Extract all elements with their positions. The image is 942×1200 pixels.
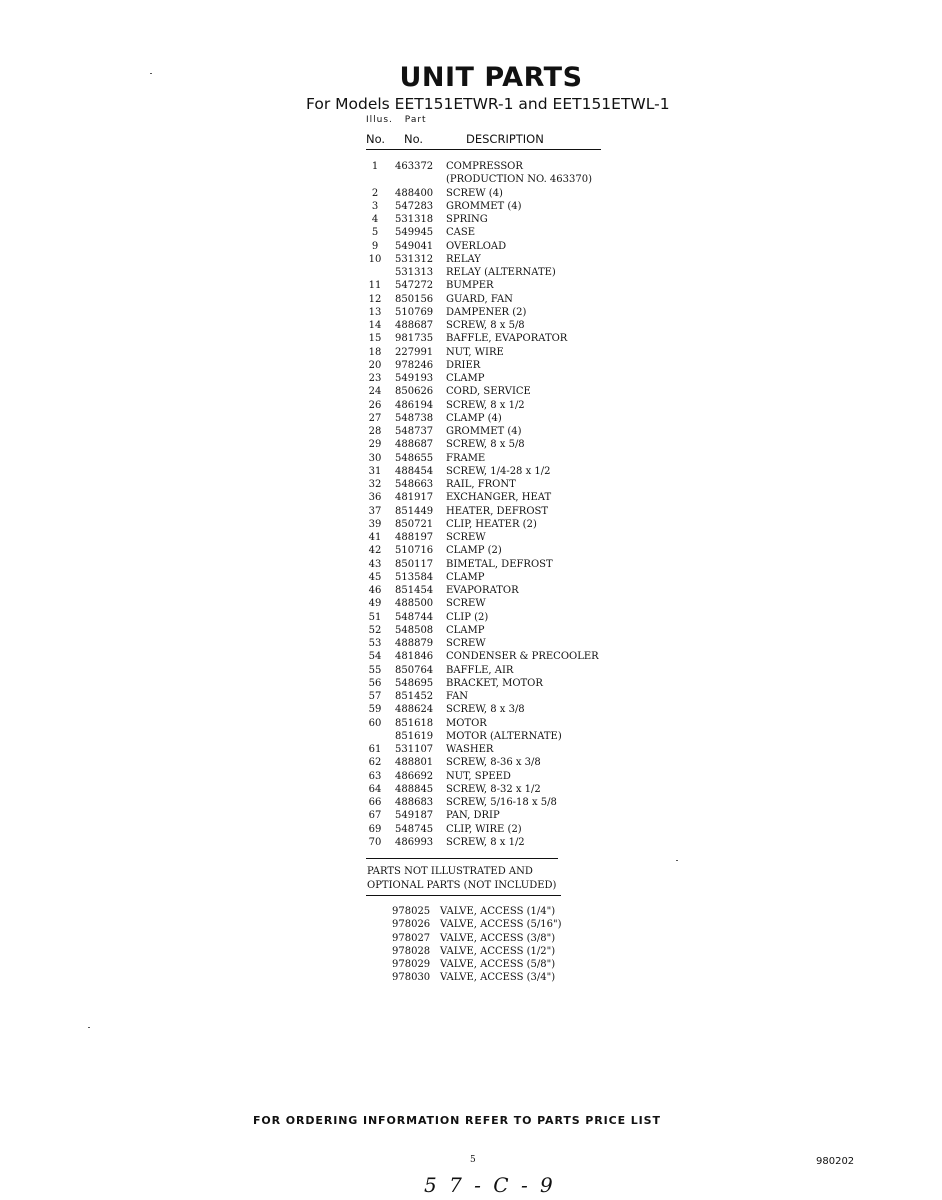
description: NUT, SPEED [446, 770, 511, 782]
description: VALVE, ACCESS (5/8") [440, 959, 556, 970]
illus-no: 36 [368, 492, 382, 504]
illus-no: 26 [368, 399, 382, 411]
description: GROMMET (4) [446, 200, 522, 212]
parts-row [366, 505, 666, 518]
illus-no: 43 [368, 558, 382, 570]
description: VALVE, ACCESS (3/8") [440, 932, 556, 944]
parts-row [366, 783, 666, 796]
parts-row [366, 346, 666, 359]
parts-row [366, 531, 666, 544]
parts-row [366, 200, 666, 213]
illus-no: 37 [368, 505, 382, 517]
description: SCREW [446, 598, 486, 610]
illus-no: 52 [368, 624, 382, 636]
part-no: 978026 [392, 919, 431, 931]
part-no: 488687 [395, 320, 434, 331]
part-no: 851452 [395, 691, 434, 702]
illus-no: 49 [368, 598, 382, 610]
description: SCREW, 8 x 1/2 [446, 836, 525, 848]
parts-row [366, 293, 666, 306]
parts-row [366, 664, 666, 677]
parts-row [366, 226, 666, 239]
document-number: 980202 [816, 1156, 855, 1167]
description: SCREW [446, 638, 486, 649]
illus-no: 28 [368, 426, 382, 437]
parts-row [366, 478, 666, 491]
part-no: 488624 [395, 704, 434, 716]
part-label: Part [404, 115, 427, 125]
part-no: 547283 [395, 200, 434, 212]
parts-row [366, 412, 666, 425]
part-no: 548655 [395, 452, 434, 464]
parts-row [366, 650, 666, 663]
handwritten-note: 5 7 - C - 9 [424, 1173, 556, 1197]
not-illustrated-line-1: PARTS NOT ILLUSTRATED AND [367, 866, 533, 877]
description: SCREW, 8-36 x 3/8 [446, 757, 541, 769]
description: DRIER [446, 359, 481, 371]
column-header-top [366, 115, 435, 125]
parts-row [366, 213, 666, 226]
description: SCREW, 5/16-18 x 5/8 [446, 797, 557, 808]
parts-row [366, 173, 666, 186]
description: SCREW, 1/4-28 x 1/2 [446, 465, 551, 477]
scan-speck [88, 1027, 90, 1028]
illus-no: 31 [368, 465, 382, 477]
parts-row [366, 836, 666, 849]
illus-no: 14 [368, 320, 382, 331]
part-no: 978028 [392, 945, 431, 957]
description: MOTOR [446, 717, 487, 729]
parts-row [366, 637, 666, 650]
parts-row [366, 624, 666, 637]
part-no: 850156 [395, 293, 434, 305]
parts-row [366, 253, 666, 266]
description: RELAY [446, 253, 481, 265]
part-no: 531107 [395, 744, 434, 755]
part-no: 978246 [395, 359, 434, 371]
part-no: 851618 [395, 717, 434, 729]
parts-row [366, 359, 666, 372]
part-no: 486993 [395, 836, 434, 848]
illus-no: 39 [368, 518, 382, 530]
description-header: DESCRIPTION [466, 132, 544, 146]
description: CLAMP (4) [446, 412, 502, 424]
illus-no: 61 [368, 744, 382, 755]
description: DAMPENER (2) [446, 306, 527, 318]
part-no: 531313 [395, 267, 434, 278]
description: VALVE, ACCESS (5/16") [440, 919, 562, 931]
page-title: UNIT PARTS [399, 62, 583, 93]
part-no: 488683 [395, 797, 434, 808]
parts-row [366, 452, 666, 465]
parts-row [366, 399, 666, 412]
parts-row [366, 240, 666, 253]
part-no: 851454 [395, 585, 434, 596]
description: CLAMP (2) [446, 545, 502, 557]
parts-row [366, 730, 666, 743]
part-no: 481846 [395, 651, 434, 663]
description: EVAPORATOR [446, 585, 519, 596]
description: SCREW, 8 x 1/2 [446, 399, 525, 411]
parts-row [366, 558, 666, 571]
parts-row [366, 438, 666, 451]
illus-no: 55 [368, 664, 382, 676]
part-no: 488687 [395, 439, 434, 451]
parts-row [366, 425, 666, 438]
part-no: 850117 [395, 558, 434, 570]
illus-no-header: No. [366, 132, 386, 146]
illus-no: 41 [368, 532, 382, 543]
part-no: 978025 [392, 906, 431, 917]
parts-row [366, 491, 666, 504]
part-no: 548745 [395, 823, 434, 835]
description: GROMMET (4) [446, 426, 522, 437]
illus-no: 24 [368, 386, 382, 398]
description: CASE [446, 227, 476, 239]
part-no: 850764 [395, 664, 434, 676]
description: MOTOR (ALTERNATE) [446, 730, 562, 742]
illus-label: Illus. [366, 115, 393, 125]
parts-row [366, 372, 666, 385]
parts-row [366, 611, 666, 624]
part-no: 548744 [395, 611, 434, 623]
parts-row [366, 597, 666, 610]
illus-no: 10 [368, 253, 382, 265]
parts-row [366, 544, 666, 557]
parts-row [366, 332, 666, 345]
description: BUMPER [446, 280, 494, 292]
parts-row [366, 677, 666, 690]
description: GUARD, FAN [446, 293, 513, 305]
illus-no: 56 [368, 677, 382, 689]
illus-no: 29 [368, 439, 382, 451]
part-no: 548738 [395, 412, 434, 424]
parts-row [366, 770, 666, 783]
header-rule [366, 149, 601, 150]
illus-no: 30 [368, 452, 382, 464]
parts-row [366, 796, 666, 809]
part-no: 486194 [395, 399, 434, 411]
part-no: 548737 [395, 426, 434, 437]
description: CLAMP [446, 624, 485, 636]
part-no: 978027 [392, 932, 431, 944]
description: RELAY (ALTERNATE) [446, 267, 556, 278]
section-separator [366, 858, 558, 859]
part-no: 531312 [395, 253, 434, 265]
description: RAIL, FRONT [446, 479, 516, 490]
part-no: 488845 [395, 783, 434, 795]
illus-no: 11 [368, 280, 382, 292]
part-no: 488879 [395, 638, 434, 649]
not-illustrated-rule [366, 895, 561, 896]
parts-row [366, 743, 666, 756]
illus-no: 59 [368, 704, 382, 716]
illus-no: 46 [368, 585, 382, 596]
parts-row [366, 809, 666, 822]
page-subtitle: For Models EET151ETWR-1 and EET151ETWL-1 [306, 95, 670, 113]
description: SCREW, 8 x 5/8 [446, 320, 525, 331]
illus-no: 15 [368, 333, 382, 345]
part-no: 463372 [395, 161, 434, 172]
illus-no: 53 [368, 638, 382, 649]
illus-no: 3 [371, 200, 379, 212]
description: PAN, DRIP [446, 810, 500, 822]
part-no: 510716 [395, 545, 434, 557]
parts-row [366, 703, 666, 716]
illus-no: 57 [368, 691, 382, 702]
description: CLAMP [446, 571, 485, 583]
description: CONDENSER & PRECOOLER [446, 651, 599, 663]
illus-no: 64 [368, 783, 382, 795]
illus-no: 4 [371, 214, 379, 225]
part-no: 486692 [395, 770, 434, 782]
illus-no: 12 [368, 293, 382, 305]
illus-no: 27 [368, 412, 382, 424]
part-no-header: No. [404, 132, 424, 146]
description: SCREW (4) [446, 187, 503, 199]
parts-row [366, 465, 666, 478]
illus-no: 67 [368, 810, 382, 822]
description: OVERLOAD [446, 240, 507, 252]
part-no: 227991 [395, 346, 434, 358]
part-no: 548695 [395, 677, 434, 689]
description: (PRODUCTION NO. 463370) [446, 174, 592, 186]
illus-no: 51 [368, 611, 382, 623]
description: VALVE, ACCESS (1/2") [440, 945, 556, 957]
description: BAFFLE, AIR [446, 664, 514, 676]
description: SPRING [446, 214, 488, 225]
illus-no: 1 [371, 161, 379, 172]
description: CLIP, WIRE (2) [446, 823, 522, 835]
illus-no: 69 [368, 823, 382, 835]
illus-no: 62 [368, 757, 382, 769]
parts-row [366, 319, 666, 332]
illus-no: 70 [368, 836, 382, 848]
part-no: 549041 [395, 240, 434, 252]
scan-speck [150, 73, 152, 74]
part-no: 978029 [392, 959, 431, 970]
part-no: 488500 [395, 598, 434, 610]
description: COMPRESSOR [446, 161, 523, 172]
scan-speck [676, 860, 678, 861]
description: SCREW, 8-32 x 1/2 [446, 783, 541, 795]
description: HEATER, DEFROST [446, 505, 549, 517]
illus-no: 18 [368, 346, 382, 358]
description: CLIP, HEATER (2) [446, 518, 537, 530]
illus-no: 66 [368, 797, 382, 808]
illus-no: 45 [368, 571, 382, 583]
illus-no: 9 [371, 240, 379, 252]
parts-row [366, 756, 666, 769]
not-illustrated-line-2: OPTIONAL PARTS (NOT INCLUDED) [367, 880, 557, 891]
description: CLAMP [446, 373, 485, 384]
part-no: 549945 [395, 227, 434, 239]
part-no: 547272 [395, 280, 434, 292]
description: VALVE, ACCESS (1/4") [440, 906, 556, 917]
description: FAN [446, 691, 469, 702]
illus-no: 63 [368, 770, 382, 782]
part-no: 981735 [395, 333, 434, 345]
part-no: 851619 [395, 730, 434, 742]
parts-row [366, 187, 666, 200]
illus-no: 23 [368, 373, 382, 384]
parts-row [366, 306, 666, 319]
illus-no: 42 [368, 545, 382, 557]
description: VALVE, ACCESS (3/4") [440, 972, 556, 984]
part-no: 978030 [392, 972, 431, 984]
description: CLIP (2) [446, 611, 489, 623]
description: SCREW [446, 532, 486, 543]
parts-list [366, 160, 666, 849]
not-illustrated-heading [367, 865, 556, 893]
description: BAFFLE, EVAPORATOR [446, 333, 568, 345]
page-number: 5 [470, 1155, 476, 1165]
parts-row [366, 160, 666, 173]
illus-no: 5 [371, 227, 379, 239]
part-no: 548663 [395, 479, 434, 490]
part-no: 850721 [395, 518, 434, 530]
parts-row [366, 571, 666, 584]
part-no: 488197 [395, 532, 434, 543]
parts-row [366, 518, 666, 531]
illus-no: 2 [371, 187, 379, 199]
description: NUT, WIRE [446, 346, 504, 358]
description: EXCHANGER, HEAT [446, 492, 552, 504]
part-no: 481917 [395, 492, 434, 504]
illus-no: 54 [368, 651, 382, 663]
description: BIMETAL, DEFROST [446, 558, 553, 570]
part-no: 531318 [395, 214, 434, 225]
parts-row [366, 385, 666, 398]
part-no: 488454 [395, 465, 434, 477]
part-no: 488801 [395, 757, 434, 769]
illus-no: 32 [368, 479, 382, 490]
illus-no: 13 [368, 306, 382, 318]
part-no: 549187 [395, 810, 434, 822]
illus-no: 20 [368, 359, 382, 371]
parts-row [366, 690, 666, 703]
parts-row [366, 823, 666, 836]
part-no: 850626 [395, 386, 434, 398]
description: SCREW, 8 x 5/8 [446, 439, 525, 451]
part-no: 513584 [395, 571, 434, 583]
description: CORD, SERVICE [446, 386, 531, 398]
part-no: 488400 [395, 187, 434, 199]
parts-row [366, 717, 666, 730]
description: BRACKET, MOTOR [446, 677, 543, 689]
part-no: 548508 [395, 624, 434, 636]
part-no: 851449 [395, 505, 434, 517]
illus-no: 60 [368, 717, 382, 729]
description: SCREW, 8 x 3/8 [446, 704, 525, 716]
part-no: 549193 [395, 373, 434, 384]
parts-row [366, 266, 666, 279]
parts-row [366, 279, 666, 292]
ordering-footer: FOR ORDERING INFORMATION REFER TO PARTS PRICE LIST [253, 1114, 661, 1127]
description: WASHER [446, 744, 494, 755]
parts-row [366, 584, 666, 597]
part-no: 510769 [395, 306, 434, 318]
description: FRAME [446, 452, 486, 464]
